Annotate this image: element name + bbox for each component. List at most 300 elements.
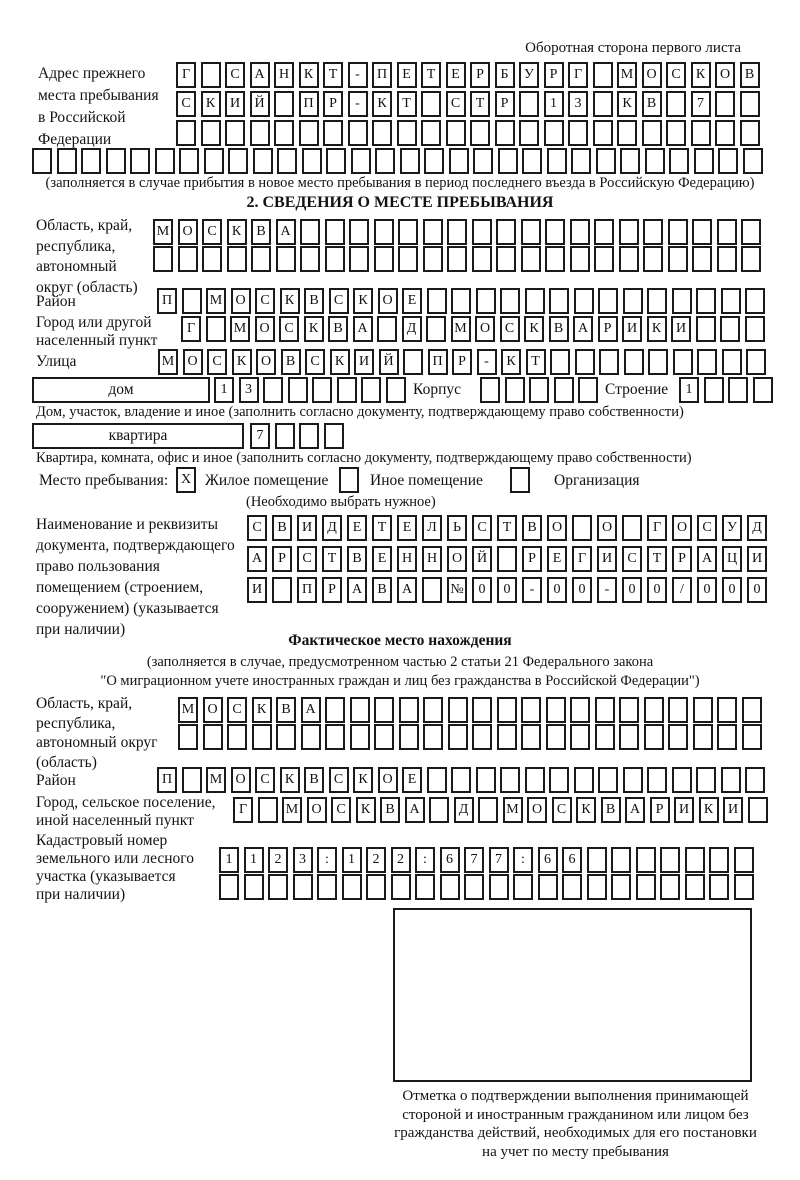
- char-cell: О: [642, 62, 662, 88]
- char-cell: [361, 377, 381, 403]
- char-cell: [685, 874, 705, 900]
- char-cell: [721, 288, 741, 314]
- char-cell: [272, 577, 292, 603]
- char-cell: Т: [323, 62, 343, 88]
- char-cell: Р: [650, 797, 670, 823]
- prev-address-grid-row-1: [176, 62, 760, 88]
- char-cell: [544, 120, 564, 146]
- char-cell: С: [329, 288, 349, 314]
- char-cell: [446, 120, 466, 146]
- text-line: Наименование и реквизиты: [36, 516, 218, 533]
- stay-type-checkbox-organization: [510, 467, 530, 493]
- char-cell: 0: [547, 577, 567, 603]
- cadastre-grid-row-1: [219, 847, 754, 873]
- text-line: Федерации: [38, 131, 112, 148]
- char-cell: 0: [572, 577, 592, 603]
- char-cell: [596, 148, 616, 174]
- char-cell: [505, 377, 525, 403]
- char-cell: И: [622, 316, 642, 342]
- char-cell: [293, 874, 313, 900]
- text-line: иной населенный пункт: [36, 811, 194, 829]
- char-cell: [251, 246, 271, 272]
- char-cell: [728, 377, 748, 403]
- char-cell: Т: [397, 91, 417, 117]
- char-cell: [685, 847, 705, 873]
- char-cell: [562, 874, 582, 900]
- char-cell: [668, 219, 688, 245]
- char-cell: [642, 120, 662, 146]
- char-cell: [253, 148, 273, 174]
- char-cell: М: [230, 316, 250, 342]
- text-line: земельного или лесного: [36, 850, 194, 867]
- char-cell: 2: [366, 847, 386, 873]
- right-of-use-doc-grid-row-2: [247, 546, 767, 572]
- char-cell: Е: [446, 62, 466, 88]
- char-cell: [323, 120, 343, 146]
- char-cell: [599, 349, 619, 375]
- char-cell: И: [597, 546, 617, 572]
- char-cell: 7: [250, 423, 270, 449]
- char-cell: [574, 767, 594, 793]
- char-cell: 7: [691, 91, 711, 117]
- char-cell: [203, 724, 223, 750]
- char-cell: [464, 874, 484, 900]
- char-cell: О: [527, 797, 547, 823]
- char-cell: [743, 148, 763, 174]
- char-cell: [521, 697, 541, 723]
- char-cell: [497, 724, 517, 750]
- text-line: участка (указывается: [36, 868, 176, 885]
- char-cell: [722, 349, 742, 375]
- char-cell: [495, 120, 515, 146]
- text-line: Отметка о подтверждении выполнения принимающей: [402, 1088, 749, 1104]
- char-cell: Т: [647, 546, 667, 572]
- char-cell: К: [252, 697, 272, 723]
- apartment-note: Квартира, комната, офис и иное (заполнить согласно документу, подтверждающему право собственности): [36, 450, 692, 466]
- char-cell: [219, 874, 239, 900]
- char-cell: П: [299, 91, 319, 117]
- char-cell: [521, 246, 541, 272]
- char-cell: [451, 288, 471, 314]
- char-cell: 0: [697, 577, 717, 603]
- char-cell: Д: [322, 515, 342, 541]
- char-cell: Е: [547, 546, 567, 572]
- char-cell: [519, 91, 539, 117]
- char-cell: [476, 767, 496, 793]
- char-cell: [643, 246, 663, 272]
- char-cell: [302, 148, 322, 174]
- char-cell: [575, 349, 595, 375]
- section2-title: 2. СВЕДЕНИЯ О МЕСТЕ ПРЕБЫВАНИЯ: [246, 194, 554, 211]
- char-cell: М: [178, 697, 198, 723]
- char-cell: [326, 148, 346, 174]
- char-cell: [423, 246, 443, 272]
- char-cell: С: [697, 515, 717, 541]
- char-cell: Ь: [447, 515, 467, 541]
- char-cell: [692, 246, 712, 272]
- char-cell: [734, 847, 754, 873]
- char-cell: [521, 219, 541, 245]
- char-cell: Н: [274, 62, 294, 88]
- char-cell: К: [699, 797, 719, 823]
- char-cell: С: [279, 316, 299, 342]
- char-cell: -: [477, 349, 497, 375]
- char-cell: [263, 377, 283, 403]
- char-cell: [745, 767, 765, 793]
- char-cell: [449, 148, 469, 174]
- char-cell: [570, 219, 590, 245]
- char-cell: [669, 148, 689, 174]
- char-cell: [155, 148, 175, 174]
- char-cell: [350, 697, 370, 723]
- char-cell: [647, 767, 667, 793]
- char-cell: М: [282, 797, 302, 823]
- char-cell: С: [666, 62, 686, 88]
- char-cell: А: [405, 797, 425, 823]
- char-cell: П: [157, 288, 177, 314]
- char-cell: [447, 219, 467, 245]
- char-cell: А: [347, 577, 367, 603]
- char-cell: [440, 874, 460, 900]
- char-cell: С: [329, 767, 349, 793]
- char-cell: Р: [452, 349, 472, 375]
- text-line: при наличии): [36, 886, 126, 903]
- char-cell: И: [247, 577, 267, 603]
- text-line: Кадастровый номер: [36, 832, 168, 849]
- char-cell: [673, 349, 693, 375]
- char-cell: [374, 697, 394, 723]
- cadastre-label: [36, 832, 194, 904]
- stay-type-checkbox-residential: X: [176, 467, 196, 493]
- stay-type-option-residential-label: Жилое помещение: [205, 472, 329, 489]
- char-cell: [498, 148, 518, 174]
- char-cell: К: [691, 62, 711, 88]
- char-cell: 0: [647, 577, 667, 603]
- char-cell: Е: [397, 515, 417, 541]
- char-cell: Г: [568, 62, 588, 88]
- text-line: республика,: [36, 714, 116, 732]
- char-cell: [546, 724, 566, 750]
- actual-region-grid-row-2: [178, 724, 762, 750]
- char-cell: [746, 349, 766, 375]
- char-cell: [374, 219, 394, 245]
- char-cell: О: [475, 316, 495, 342]
- char-cell: [252, 724, 272, 750]
- char-cell: А: [625, 797, 645, 823]
- char-cell: [619, 697, 639, 723]
- city-label: [36, 314, 157, 349]
- actual-district-grid-row: [157, 767, 765, 793]
- text-line: Город, сельское поселение,: [36, 794, 216, 811]
- char-cell: С: [331, 797, 351, 823]
- char-cell: [374, 246, 394, 272]
- char-cell: К: [647, 316, 667, 342]
- char-cell: В: [522, 515, 542, 541]
- char-cell: [426, 316, 446, 342]
- char-cell: А: [301, 697, 321, 723]
- char-cell: Р: [322, 577, 342, 603]
- char-cell: [176, 120, 196, 146]
- char-cell: 1: [342, 847, 362, 873]
- char-cell: [366, 874, 386, 900]
- char-cell: -: [348, 91, 368, 117]
- char-cell: 0: [472, 577, 492, 603]
- char-cell: [299, 423, 319, 449]
- char-cell: [300, 246, 320, 272]
- char-cell: [668, 697, 688, 723]
- char-cell: [587, 847, 607, 873]
- char-cell: Т: [497, 515, 517, 541]
- char-cell: [424, 148, 444, 174]
- stroenie-label: Строение: [605, 381, 669, 398]
- char-cell: С: [500, 316, 520, 342]
- prev-address-grid-row-4: [32, 148, 763, 174]
- char-cell: [547, 148, 567, 174]
- char-cell: Т: [470, 91, 490, 117]
- char-cell: [250, 120, 270, 146]
- text-line: населенный пункт: [36, 331, 158, 349]
- char-cell: [525, 288, 545, 314]
- char-cell: [570, 246, 590, 272]
- char-cell: [545, 219, 565, 245]
- char-cell: [153, 246, 173, 272]
- char-cell: И: [297, 515, 317, 541]
- char-cell: С: [622, 546, 642, 572]
- char-cell: А: [697, 546, 717, 572]
- char-cell: О: [183, 349, 203, 375]
- text-line: Город или другой: [36, 314, 152, 331]
- char-cell: [697, 349, 717, 375]
- actual-location-note-2: "О миграционном учете иностранных граждан и лиц без гражданства в Российской Федерации"): [100, 673, 700, 689]
- char-cell: В: [740, 62, 760, 88]
- char-cell: :: [415, 847, 435, 873]
- char-cell: [619, 724, 639, 750]
- char-cell: [276, 724, 296, 750]
- char-cell: [301, 724, 321, 750]
- char-cell: [427, 767, 447, 793]
- char-cell: [337, 377, 357, 403]
- char-cell: [415, 874, 435, 900]
- char-cell: [643, 219, 663, 245]
- char-cell: О: [178, 219, 198, 245]
- char-cell: 3: [293, 847, 313, 873]
- char-cell: [645, 148, 665, 174]
- text-line: документа, подтверждающего: [36, 537, 235, 554]
- char-cell: К: [501, 349, 521, 375]
- char-cell: [478, 797, 498, 823]
- char-cell: О: [597, 515, 617, 541]
- char-cell: Г: [647, 515, 667, 541]
- actual-region-grid-row-1: [178, 697, 762, 723]
- char-cell: [741, 219, 761, 245]
- char-cell: К: [617, 91, 637, 117]
- char-cell: [550, 349, 570, 375]
- char-cell: С: [255, 767, 275, 793]
- char-cell: -: [348, 62, 368, 88]
- char-cell: Б: [495, 62, 515, 88]
- char-cell: [178, 724, 198, 750]
- char-cell: [593, 62, 613, 88]
- char-cell: Й: [379, 349, 399, 375]
- char-cell: [130, 148, 150, 174]
- char-cell: [32, 148, 52, 174]
- actual-district-label: Район: [36, 772, 76, 789]
- apartment-grid: [250, 423, 344, 449]
- char-cell: [704, 377, 724, 403]
- text-line: гражданства действий, необходимых для его постановки: [394, 1125, 757, 1142]
- cadastre-grid-row-2: [219, 874, 754, 900]
- char-cell: О: [378, 767, 398, 793]
- char-cell: В: [304, 767, 324, 793]
- char-cell: [201, 120, 221, 146]
- district-label: Район: [36, 293, 76, 310]
- char-cell: К: [280, 767, 300, 793]
- char-cell: [204, 148, 224, 174]
- char-cell: [227, 246, 247, 272]
- actual-region-label: [36, 694, 158, 772]
- char-cell: [277, 148, 297, 174]
- char-cell: [448, 697, 468, 723]
- char-cell: [611, 847, 631, 873]
- char-cell: 1: [219, 847, 239, 873]
- char-cell: [721, 767, 741, 793]
- text-line: помещением (строением,: [36, 579, 204, 596]
- prev-address-note: (заполняется в случае прибытия в новое место пребывания в период последнего въезда в Российскую Федерацию): [45, 175, 755, 191]
- char-cell: А: [573, 316, 593, 342]
- char-cell: [312, 377, 332, 403]
- char-cell: Р: [598, 316, 618, 342]
- char-cell: [525, 767, 545, 793]
- char-cell: К: [201, 91, 221, 117]
- char-cell: [325, 697, 345, 723]
- char-cell: [696, 767, 716, 793]
- char-cell: М: [206, 288, 226, 314]
- char-cell: Й: [250, 91, 270, 117]
- char-cell: [349, 219, 369, 245]
- char-cell: П: [297, 577, 317, 603]
- char-cell: [521, 724, 541, 750]
- char-cell: [672, 767, 692, 793]
- char-cell: [324, 423, 344, 449]
- char-cell: [644, 724, 664, 750]
- char-cell: К: [356, 797, 376, 823]
- char-cell: 6: [562, 847, 582, 873]
- apartment-type-box: квартира: [32, 423, 244, 449]
- char-cell: [106, 148, 126, 174]
- char-cell: [472, 697, 492, 723]
- char-cell: А: [250, 62, 270, 88]
- char-cell: В: [380, 797, 400, 823]
- text-line: автономный: [36, 258, 117, 275]
- char-cell: О: [715, 62, 735, 88]
- char-cell: Р: [544, 62, 564, 88]
- char-cell: [666, 91, 686, 117]
- char-cell: Г: [233, 797, 253, 823]
- char-cell: Т: [421, 62, 441, 88]
- char-cell: Е: [402, 288, 422, 314]
- char-cell: О: [378, 288, 398, 314]
- stay-type-note: (Необходимо выбрать нужное): [246, 494, 436, 510]
- char-cell: У: [722, 515, 742, 541]
- char-cell: [715, 120, 735, 146]
- char-cell: [549, 767, 569, 793]
- char-cell: К: [330, 349, 350, 375]
- char-cell: [182, 767, 202, 793]
- char-cell: [403, 349, 423, 375]
- char-cell: [472, 246, 492, 272]
- char-cell: [274, 91, 294, 117]
- char-cell: [288, 377, 308, 403]
- char-cell: Д: [454, 797, 474, 823]
- actual-location-title: Фактическое место нахождения: [288, 632, 512, 649]
- char-cell: П: [372, 62, 392, 88]
- char-cell: [374, 724, 394, 750]
- char-cell: [717, 219, 737, 245]
- char-cell: Л: [422, 515, 442, 541]
- char-cell: [568, 120, 588, 146]
- char-cell: [545, 246, 565, 272]
- char-cell: С: [446, 91, 466, 117]
- char-cell: Р: [323, 91, 343, 117]
- char-cell: О: [231, 767, 251, 793]
- char-cell: Е: [347, 515, 367, 541]
- char-cell: [179, 148, 199, 174]
- char-cell: М: [503, 797, 523, 823]
- char-cell: М: [206, 767, 226, 793]
- char-cell: Е: [397, 62, 417, 88]
- char-cell: №: [447, 577, 467, 603]
- char-cell: [611, 874, 631, 900]
- char-cell: 2: [268, 847, 288, 873]
- char-cell: С: [225, 62, 245, 88]
- char-cell: Ц: [722, 546, 742, 572]
- char-cell: [399, 724, 419, 750]
- char-cell: В: [347, 546, 367, 572]
- char-cell: [672, 288, 692, 314]
- char-cell: [546, 697, 566, 723]
- char-cell: [317, 874, 337, 900]
- char-cell: 6: [440, 847, 460, 873]
- stamp-caption: [383, 1087, 768, 1161]
- house-note: Дом, участок, владение и иное (заполнить согласно документу, подтверждающему право собственности): [36, 404, 684, 420]
- char-cell: 0: [622, 577, 642, 603]
- page-side-note: Оборотная сторона первого листа: [525, 40, 741, 56]
- char-cell: В: [276, 697, 296, 723]
- char-cell: К: [227, 219, 247, 245]
- char-cell: [500, 288, 520, 314]
- char-cell: С: [247, 515, 267, 541]
- char-cell: К: [280, 288, 300, 314]
- char-cell: [717, 246, 737, 272]
- text-line: в Российской: [38, 109, 126, 126]
- char-cell: [225, 120, 245, 146]
- char-cell: О: [203, 697, 223, 723]
- char-cell: Г: [572, 546, 592, 572]
- char-cell: [258, 797, 278, 823]
- char-cell: [598, 288, 618, 314]
- right-of-use-doc-grid-row-1: [247, 515, 767, 541]
- char-cell: [666, 120, 686, 146]
- char-cell: А: [276, 219, 296, 245]
- char-cell: [549, 288, 569, 314]
- char-cell: [734, 874, 754, 900]
- char-cell: [598, 767, 618, 793]
- city-grid-row: [181, 316, 765, 342]
- char-cell: [276, 246, 296, 272]
- char-cell: [299, 120, 319, 146]
- char-cell: [513, 874, 533, 900]
- char-cell: [300, 219, 320, 245]
